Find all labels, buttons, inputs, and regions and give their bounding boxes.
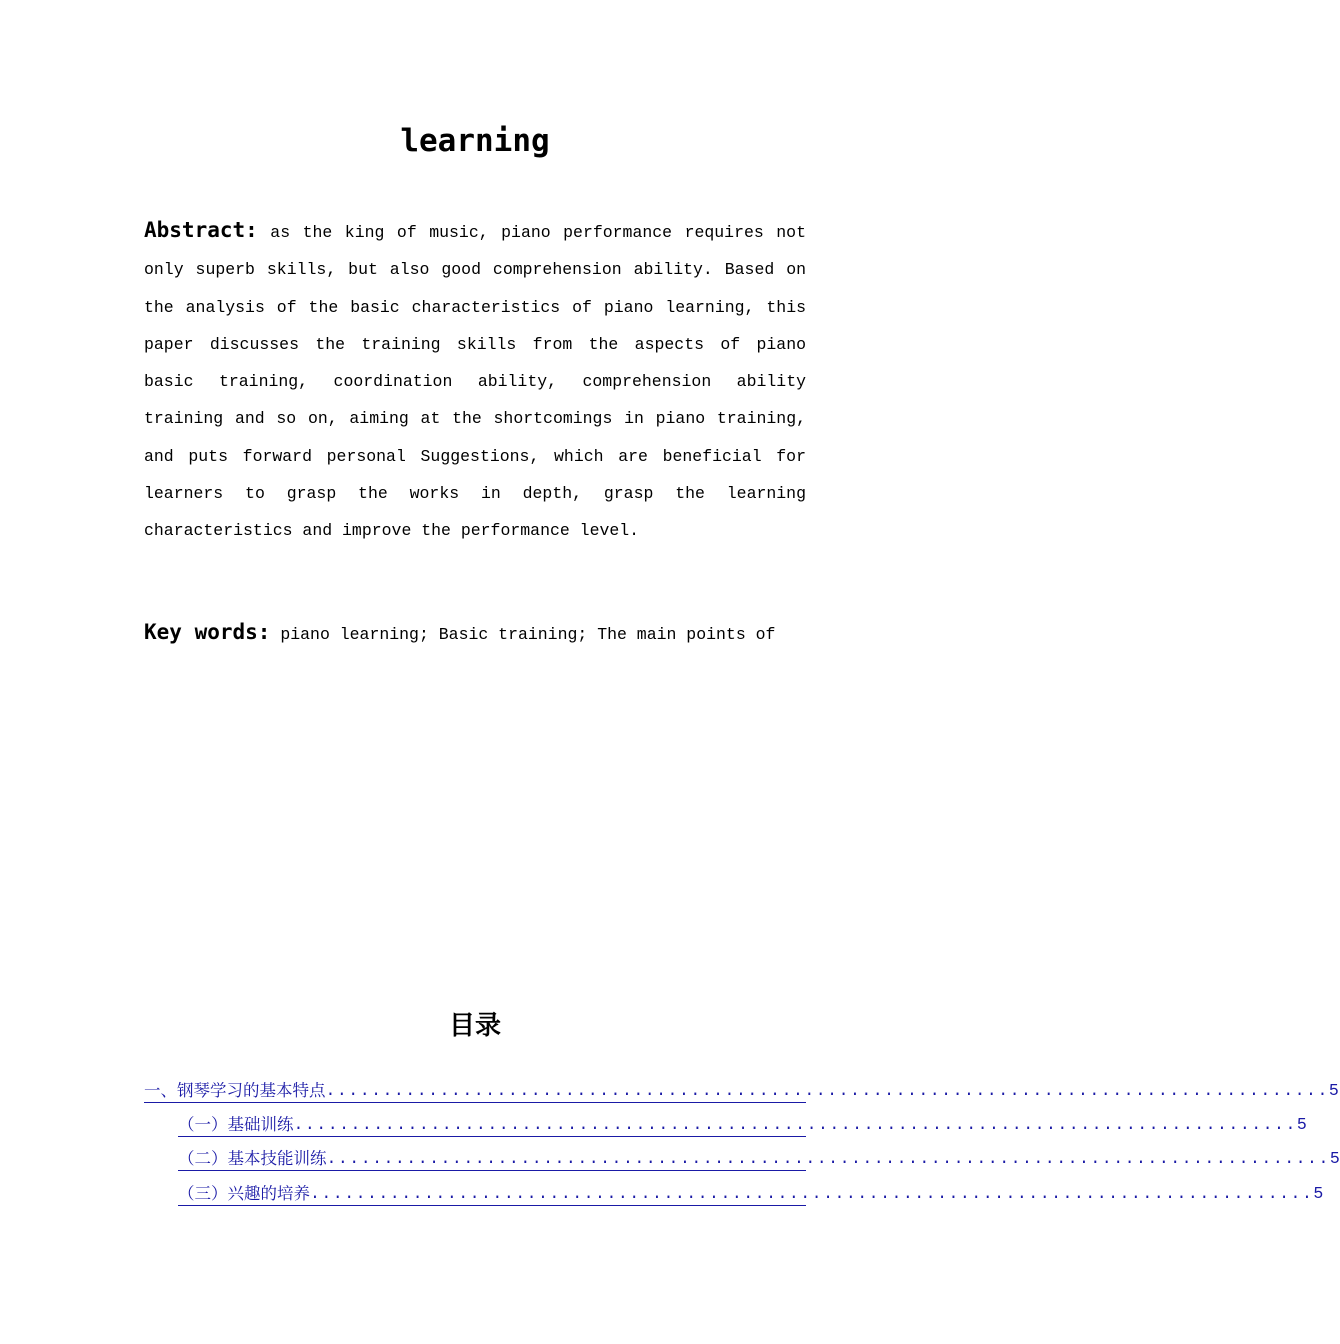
abstract-label: Abstract: — [144, 218, 258, 242]
document-title: learning — [400, 123, 550, 159]
toc-leader-dots: ........................................................................................ — [293, 1115, 1297, 1134]
toc-leader-dots: ........................................................................................ — [325, 1081, 1329, 1100]
keywords-line — [144, 614, 806, 653]
toc-entry-page: 5 — [1313, 1184, 1324, 1203]
toc-entry-2[interactable] — [178, 1106, 1307, 1137]
toc-entry-1[interactable] — [144, 1072, 1339, 1103]
toc-leader-dots: ........................................................................................ — [310, 1184, 1314, 1203]
toc-entry-text: （一）基础训练 — [178, 1115, 294, 1134]
toc-entry-page: 5 — [1329, 1149, 1340, 1168]
toc-entry-3[interactable] — [178, 1140, 1340, 1171]
keywords-label: Key words: — [144, 620, 271, 644]
abstract-text: as the king of music, piano performance requires not only superb skills, but also good comprehension ability. Based on the analysis of the basic characteristics of piano learning, this paper discusses the training skills from the aspects of piano basic training, coordination ability, comprehension ability training and so on, aiming at the shortcomings in piano training, and puts forward personal Suggestions, which are beneficial for learners to grasp the works in depth, grasp the learning characteristics and improve the performance level. — [144, 223, 806, 541]
keywords-text: piano learning; Basic training; The main points of — [270, 625, 776, 644]
toc-entry-text: 一、钢琴学习的基本特点 — [144, 1081, 326, 1100]
abstract-paragraph — [144, 212, 806, 550]
toc-entry-text: （二）基本技能训练 — [178, 1149, 327, 1168]
toc-entry-text: （三）兴趣的培养 — [178, 1184, 310, 1203]
toc-title: 目录 — [448, 1011, 501, 1041]
toc-entry-page: 5 — [1328, 1081, 1339, 1100]
toc-entry-4[interactable] — [178, 1175, 1324, 1206]
toc-entry-page: 5 — [1296, 1115, 1307, 1134]
toc-leader-dots: ........................................................................................ — [326, 1149, 1330, 1168]
